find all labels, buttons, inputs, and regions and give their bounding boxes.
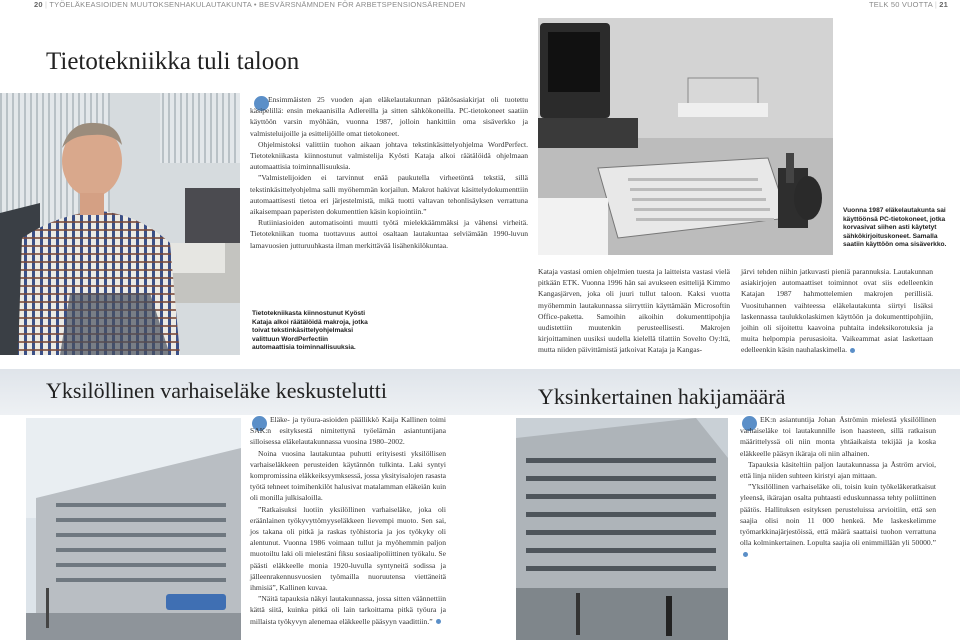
article3-text-column: [740, 414, 936, 560]
portrait-caption: Tietotekniikasta kiinnostunut Kyösti Kataja alkoi räätälöidä makroja, jotka toivat tekstinkäsittelyohjelmaksi valittuun WordPerfectiin automaattisia toiminnallisuuksia.: [252, 310, 368, 352]
article-end-mark: [743, 552, 748, 557]
computer-photo: [538, 18, 833, 255]
article1-text-column: [250, 94, 528, 251]
article-end-mark: [436, 619, 441, 624]
running-title-left: TYÖELÄKEASIOIDEN MUUTOKSENHAKULAUTAKUNTA • BESVÄRSNÄMNDEN FÖR ARBETSPENSIONSÄRENDEN: [49, 0, 466, 9]
paragraph: EK:n asiantuntija Johan Åströmin mielestä yksilöllinen varhaiseläke toi lautakunnille ison haasteen, sillä ratkaisun määrittelyssä oli niin monta yhtäaikaista tekijää ja koska eläkkeelle pääsyn ikäraja oli niin alhainen.: [740, 415, 936, 458]
running-header-right: TELK 50 VUOTTA | 21: [869, 0, 948, 9]
building-photo-left: [26, 418, 241, 640]
paragraph: Eläke- ja työura-asioiden päällikkö Kaija Kallinen toimi SAK:n esityksestä nimitettynä työelämän asiantuntijana silloisessa eläkelautakunnassa vuosina 1980–2002.: [250, 415, 446, 447]
paragraph: Rutiiniasioiden automatisointi muutti työtä mielekkäämmäksi ja vähensi virheitä. Tietotekniikan tuoma tuottavuus auttoi osaltaan lautakuntaa selviämään 1990-luvun lamavuosien jutturuuhkasta ilman merkittävää lisähenkilökuntaa.: [250, 218, 528, 250]
page-number-left: 20: [34, 0, 43, 9]
paragraph: Ensimmäisten 25 vuoden ajan eläkelautakunnan päätösasiakirjat oli tuotettu käsipelillä: ensin mekaanisilla Adlereilla ja sitten sähkökoneilla. PC-tietokoneet saatiin käyttöön varsin myöhään, vuonna 1987, jolloin hankittiin oma sisäverkko ja valmisteluijoille ja esittelijöille omat tietokoneet.: [250, 95, 528, 138]
running-title-right: TELK 50 VUOTTA: [869, 0, 933, 9]
paragraph: ”Näitä tapauksia näkyi lautakunnassa, jossa sitten väännettiin kättä siitä, kuinka pitkä oli lain tarkoittama pitkä työura ja millaista työkyvyn alenemaa eläkkeelle pääsyyn vaadittiin.”: [250, 594, 446, 626]
computer-caption: Vuonna 1987 eläkelautakunta sai käyttöönsä PC-tietokoneet, jotka korvasivat siihen asti käytetyt sähkökirjoituskoneet. Samalla saatiin käyttöön oma sisäverkko.: [843, 207, 947, 249]
paragraph: Kataja vastasi omien ohjelmien tuesta ja laitteista vastasi vielä pitkään ETK. Vuonna 1996 hän sai avukseen esittelijä Kimmo Kangasjärven, joka oli juuri tullut taloon. Kaksi vuotta myöhemmin lautakunnassa siirryttiin käyttämään Microsoftin Office-paketta. Samoihin aikoihin dokumenttipohjia uudistettiin muutenkin perusteellisesti. Makrojen kirjoittaminen uusiksi uudella kielellä tilattiin Sovelto Oy:ltä, mutta niiden päivittämistä jatkoivat Kataja ja Kangas-: [538, 267, 730, 355]
building-photo-right: [516, 418, 728, 640]
paragraph: ”Ratkaisuksi luotiin yksilöllinen varhaiseläke, joka oli eräänlainen työkyvyttömyyseläkkeen lievempi muoto. Sen sai, jos takana oli pitkä ja raskas työhistoria ja jos työkyky oli alentunut. Vuonna 1986 voimaan tullut ja myöhemmin paljon muotoiltu laki oli mielestäni fiksu sosiaalipoliittinen työkalu. Se päästi eläkkeelle monia 1920-luvulla syntyneitä sodissa ja jälleenrakennusvuosien työmailla nuoruutensa viettäneitä ihmisiä”, Kallinen kuvaa.: [250, 504, 446, 593]
article-end-mark: [850, 348, 855, 353]
article2-text-column: [250, 414, 446, 627]
paragraph: järvi tehden niihin jatkuvasti pieniä parannuksia. Lautakunnan asiakirjojen automaattiset toiminnot ovat siis edelleenkin Katajan 1987 hahmottelemien makrojen perillisiä. Vuosituhannen vaihteessa eläkelautakunta siirtyi lisäksi laskennassa taulukkolaskimen käyttöön ja dokumenttipohjiin, joihin oli sijoitettu kaavoina puhtaita indeksikorotuksia ja muita helpompia perusasioita. Vaikeammat asiat laskettaan edelleenkin käsin nauhalaskimella.: [741, 267, 933, 355]
paragraph: Ohjelmistoksi valittiin tuohon aikaan johtava tekstinkäsittelyohjelma WordPerfect. Tietotekniikasta kiinnostunut valmistelija Kyösti Kataja alkoi räätälöidä ohjelmaan automaattisia toiminnallisuuksia.: [250, 139, 528, 172]
article-title-tietotekniikka: Tietotekniikka tuli taloon: [46, 48, 300, 75]
paragraph: ”Valmistelijoiden ei tarvinnut enää paukutella virheetöntä tekstiä, sillä tekstinkäsittelyohjelma salli myöhemmän korjailun. Makrot hakivat käsittelydokumenttiin automaattisesti tietoa eri järjestelmistä, mikä tuotti valtavan tehonlisäyksen verrattuna aikaisempaan paperisten dokumenttien käsin kopiointiin.”: [250, 173, 528, 217]
article1-column-4: [741, 266, 933, 356]
paragraph: Tapauksia käsiteltiin paljon lautakunnassa ja Åström arvioi, että linja niiden suhteen kiristyi ajan mittaan.: [740, 459, 936, 481]
page-number-right: 21: [939, 0, 948, 9]
paragraph: Noina vuosina lautakuntaa puhutti erityisesti yksilöllisen varhaiseläkkeen perusteiden käytännön tulkinta. Laki syntyi kompromissina eläkkeiksyymksessä, jossa yksityisalojen rasasta työtä tehneet toimihenkilöt halusivat matalamman eläkeiän kuin oli monilla julkisaloilla.: [250, 448, 446, 503]
running-header-left: 20 | TYÖELÄKEASIOIDEN MUUTOKSENHAKULAUTAKUNTA • BESVÄRSNÄMNDEN FÖR ARBETSPENSIONSÄRENDEN: [34, 0, 466, 9]
article-title-yksinkertainen: Yksinkertainen hakijamäärä: [538, 384, 786, 409]
portrait-photo: [0, 93, 240, 355]
article1-column-3: [538, 266, 730, 356]
paragraph: ”Yksilöllinen varhaiseläke oli, toisin kuin työkeläkeratkaisut yleensä, ikärajan osalta puhtaasti eduskunnassa tehty poliittinen päätös. Hallituksen esityksen perusteluissa arvioitiin, että sen saajia olisi noin 11 000 henkeä. Me laskeskelimme työmarkkinajärjestöissä, että määrä saattaisi tuohon verrattuna olla kolminkertainen. Lopulta saajia oli enimmillään yli 50000.”: [740, 481, 936, 559]
article-title-yksilollinen: Yksilöllinen varhaiseläke keskustelutti: [46, 378, 387, 403]
